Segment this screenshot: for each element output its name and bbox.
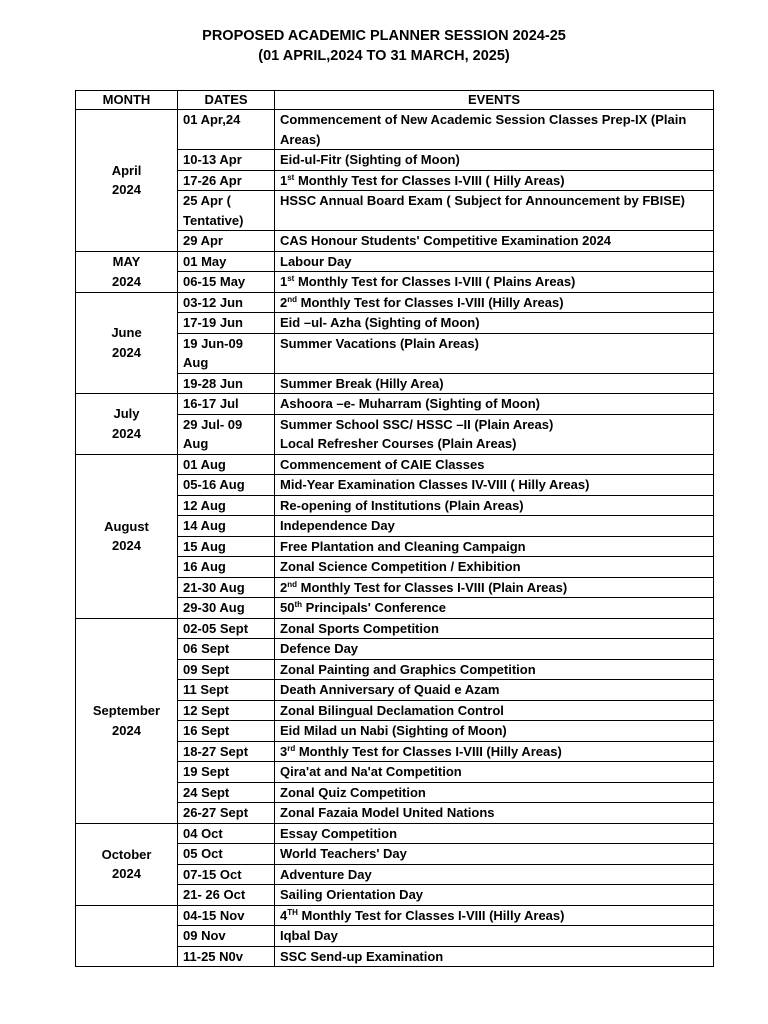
event-label: Essay Competition bbox=[280, 825, 398, 841]
event-text bbox=[280, 313, 708, 333]
date-cell: 17-19 Jun bbox=[178, 313, 275, 334]
event-cell bbox=[275, 659, 714, 680]
event-cell bbox=[275, 110, 714, 150]
ordinal-number: 3 bbox=[280, 743, 288, 759]
event-label: Commencement of CAIE Classes bbox=[280, 456, 485, 472]
date-cell: 07-15 Oct bbox=[178, 864, 275, 885]
event-label: Eid-ul-Fitr (Sighting of Moon) bbox=[280, 152, 460, 167]
date-cell: 12 Aug bbox=[178, 495, 275, 516]
event-cell bbox=[275, 577, 714, 598]
event-label: Eid –ul- Azha (Sighting of Moon) bbox=[280, 315, 480, 330]
event-label: Monthly Test for Classes I-VIII (Plain Areas) bbox=[297, 579, 568, 595]
event-text bbox=[280, 947, 708, 967]
event-text bbox=[280, 171, 708, 191]
event-cell bbox=[275, 475, 714, 496]
event-text bbox=[280, 150, 708, 170]
date-cell: 29-30 Aug bbox=[178, 598, 275, 619]
event-cell bbox=[275, 557, 714, 578]
column-header-events: EVENTS bbox=[275, 91, 714, 110]
month-label: July bbox=[113, 406, 140, 422]
event-text bbox=[280, 475, 708, 495]
ordinal-suffix: TH bbox=[287, 907, 298, 917]
date-cell: 09 Nov bbox=[178, 926, 275, 947]
date-cell: 12 Sept bbox=[178, 700, 275, 721]
date-cell: 25 Apr ( Tentative) bbox=[178, 191, 275, 231]
event-label: Eid Milad un Nabi (Sighting of Moon) bbox=[280, 723, 507, 738]
date-cell: 05 Oct bbox=[178, 844, 275, 865]
event-label: Iqbal Day bbox=[280, 928, 338, 943]
event-label: HSSC Annual Board Exam ( Subject for Announcement by FBISE) bbox=[280, 193, 685, 208]
event-cell bbox=[275, 639, 714, 660]
event-text bbox=[280, 334, 708, 354]
table-row bbox=[76, 292, 714, 313]
event-text bbox=[280, 374, 708, 394]
date-cell: 29 Apr bbox=[178, 231, 275, 252]
table-row bbox=[76, 394, 714, 415]
document-header bbox=[0, 26, 768, 66]
event-label: Summer Break (Hilly Area) bbox=[280, 375, 444, 391]
event-cell bbox=[275, 618, 714, 639]
date-cell: 01 May bbox=[178, 251, 275, 272]
event-text bbox=[280, 701, 708, 721]
event-label: Death Anniversary of Quaid e Azam bbox=[280, 682, 500, 697]
date-cell: 16 Sept bbox=[178, 721, 275, 742]
date-cell: 11 Sept bbox=[178, 680, 275, 701]
month-label: 2024 bbox=[112, 425, 141, 441]
date-cell: 03-12 Jun bbox=[178, 292, 275, 313]
event-label: Qira'at and Na'at Competition bbox=[280, 764, 462, 779]
month-label: 2024 bbox=[112, 866, 141, 881]
event-cell bbox=[275, 762, 714, 783]
ordinal-suffix: nd bbox=[287, 579, 298, 589]
event-label: Independence Day bbox=[280, 518, 395, 533]
month-label: June bbox=[111, 325, 142, 341]
date-cell: 15 Aug bbox=[178, 536, 275, 557]
event-cell bbox=[275, 231, 714, 252]
date-cell: 18-27 Sept bbox=[178, 741, 275, 762]
event-text bbox=[280, 537, 708, 557]
event-label: Monthly Test for Classes I-VIII (Hilly Areas) bbox=[297, 294, 564, 310]
event-cell bbox=[275, 373, 714, 394]
event-text bbox=[280, 455, 708, 475]
event-label: CAS Honour Students' Competitive Examination 2024 bbox=[280, 233, 612, 248]
event-cell bbox=[275, 741, 714, 762]
date-cell: 04 Oct bbox=[178, 823, 275, 844]
event-text bbox=[280, 496, 708, 516]
month-cell bbox=[76, 394, 178, 455]
document-title: PROPOSED ACADEMIC PLANNER SESSION 2024-25 bbox=[202, 28, 566, 44]
event-text bbox=[280, 783, 708, 803]
month-cell bbox=[76, 618, 178, 823]
date-cell: 19 Sept bbox=[178, 762, 275, 783]
event-text bbox=[280, 639, 708, 659]
month-label: 2024 bbox=[112, 344, 141, 360]
document-subtitle: (01 APRIL,2024 TO 31 MARCH, 2025) bbox=[258, 48, 510, 64]
event-cell bbox=[275, 946, 714, 967]
event-cell bbox=[275, 272, 714, 293]
date-cell: 17-26 Apr bbox=[178, 170, 275, 191]
event-text bbox=[280, 191, 708, 211]
event-cell bbox=[275, 516, 714, 537]
event-cell bbox=[275, 926, 714, 947]
event-label: Monthly Test for Classes I-VIII (Hilly Areas) bbox=[297, 907, 565, 923]
event-cell bbox=[275, 598, 714, 619]
event-label: Defence Day bbox=[280, 641, 359, 656]
date-cell: 06 Sept bbox=[178, 639, 275, 660]
event-text bbox=[280, 680, 708, 700]
event-text bbox=[280, 865, 708, 885]
date-cell: 01 Aug bbox=[178, 454, 275, 475]
planner-body bbox=[76, 110, 714, 967]
event-cell bbox=[275, 251, 714, 272]
ordinal-number: 4 bbox=[280, 907, 288, 923]
month-label: 2024 bbox=[112, 182, 141, 198]
event-cell bbox=[275, 782, 714, 803]
event-label: Summer Vacations (Plain Areas) bbox=[280, 335, 479, 351]
event-label: Monthly Test for Classes I-VIII (Hilly Areas) bbox=[295, 743, 562, 759]
event-cell bbox=[275, 803, 714, 824]
date-cell: 09 Sept bbox=[178, 659, 275, 680]
month-label: 2024 bbox=[112, 273, 141, 289]
month-label: April bbox=[111, 162, 142, 178]
event-cell bbox=[275, 700, 714, 721]
date-cell: 19 Jun-09 Aug bbox=[178, 333, 275, 373]
ordinal-number: 1 bbox=[280, 274, 288, 289]
event-cell bbox=[275, 414, 714, 454]
event-text bbox=[280, 885, 708, 905]
table-row bbox=[76, 618, 714, 639]
event-text bbox=[280, 824, 708, 844]
event-cell bbox=[275, 313, 714, 334]
date-cell: 01 Apr,24 bbox=[178, 110, 275, 150]
month-label: August bbox=[104, 518, 149, 534]
event-text bbox=[280, 803, 708, 823]
date-cell: 14 Aug bbox=[178, 516, 275, 537]
month-label: 2024 bbox=[112, 722, 141, 738]
event-text bbox=[280, 293, 708, 313]
event-text bbox=[280, 110, 708, 149]
event-text bbox=[280, 619, 708, 639]
event-text bbox=[280, 557, 708, 577]
date-cell: 06-15 May bbox=[178, 272, 275, 293]
event-cell bbox=[275, 721, 714, 742]
date-cell: 10-13 Apr bbox=[178, 150, 275, 171]
month-cell bbox=[76, 823, 178, 905]
month-label: October bbox=[101, 846, 152, 862]
event-cell bbox=[275, 823, 714, 844]
date-cell: 05-16 Aug bbox=[178, 475, 275, 496]
event-cell bbox=[275, 844, 714, 865]
event-text bbox=[280, 660, 708, 680]
event-label: Ashoora –e- Muharram (Sighting of Moon) bbox=[280, 396, 540, 411]
ordinal-number: 1 bbox=[280, 172, 288, 188]
ordinal-suffix: th bbox=[294, 600, 303, 609]
event-text bbox=[280, 231, 708, 251]
date-cell: 19-28 Jun bbox=[178, 373, 275, 394]
event-label: Zonal Science Competition / Exhibition bbox=[280, 559, 521, 574]
table-row bbox=[76, 905, 714, 926]
table-row bbox=[76, 110, 714, 150]
event-text bbox=[280, 516, 708, 536]
event-text bbox=[280, 762, 708, 782]
event-label: Monthly Test for Classes I-VIII ( Hilly Areas) bbox=[294, 172, 565, 188]
ordinal-number: 2 bbox=[280, 294, 288, 310]
ordinal-suffix: nd bbox=[287, 294, 298, 304]
event-label: Adventure Day bbox=[280, 866, 372, 882]
event-text bbox=[280, 926, 708, 946]
event-label: Zonal Sports Competition bbox=[280, 620, 439, 636]
event-cell bbox=[275, 191, 714, 231]
date-cell: 26-27 Sept bbox=[178, 803, 275, 824]
date-cell: 02-05 Sept bbox=[178, 618, 275, 639]
event-cell bbox=[275, 536, 714, 557]
date-cell: 21-30 Aug bbox=[178, 577, 275, 598]
event-text bbox=[280, 844, 708, 864]
table-row bbox=[76, 823, 714, 844]
event-text bbox=[280, 394, 708, 414]
event-cell bbox=[275, 150, 714, 171]
event-label: Zonal Quiz Competition bbox=[280, 784, 426, 800]
event-label: Labour Day bbox=[280, 253, 352, 269]
ordinal-suffix: st bbox=[287, 172, 295, 182]
event-label: Zonal Bilingual Declamation Control bbox=[280, 702, 504, 718]
month-label: September bbox=[92, 703, 161, 718]
event-text bbox=[280, 415, 708, 435]
date-cell: 11-25 N0v bbox=[178, 946, 275, 967]
event-cell bbox=[275, 864, 714, 885]
month-label: MAY bbox=[112, 254, 141, 269]
date-cell: 21- 26 Oct bbox=[178, 885, 275, 906]
planner-table bbox=[75, 90, 714, 967]
month-label: 2024 bbox=[112, 538, 141, 553]
ordinal-number: 50 bbox=[280, 600, 295, 615]
event-cell bbox=[275, 292, 714, 313]
event-label: Monthly Test for Classes I-VIII ( Plains Areas) bbox=[294, 274, 576, 289]
month-cell bbox=[76, 110, 178, 252]
table-row bbox=[76, 454, 714, 475]
month-cell bbox=[76, 454, 178, 618]
event-text bbox=[280, 721, 708, 741]
event-label: Mid-Year Examination Classes IV-VIII ( Hilly Areas) bbox=[280, 477, 590, 492]
event-label: World Teachers' Day bbox=[280, 846, 407, 861]
event-text bbox=[280, 578, 708, 598]
event-text bbox=[280, 272, 708, 292]
date-cell: 24 Sept bbox=[178, 782, 275, 803]
event-label: SSC Send-up Examination bbox=[280, 948, 444, 964]
date-cell: 29 Jul- 09 Aug bbox=[178, 414, 275, 454]
event-text bbox=[280, 598, 708, 618]
column-header-month: MONTH bbox=[76, 91, 178, 110]
event-text bbox=[280, 252, 708, 272]
ordinal-suffix: st bbox=[287, 274, 295, 283]
ordinal-number: 2 bbox=[280, 579, 288, 595]
event-label: Summer School SSC/ HSSC –II (Plain Areas) bbox=[280, 416, 554, 432]
event-cell bbox=[275, 454, 714, 475]
month-cell bbox=[76, 251, 178, 292]
event-label: Zonal Painting and Graphics Competition bbox=[280, 661, 536, 677]
event-label: Commencement of New Academic Session Classes Prep-IX (Plain Areas) bbox=[280, 112, 687, 147]
event-label-secondary: Local Refresher Courses (Plain Areas) bbox=[280, 436, 517, 451]
event-label: Sailing Orientation Day bbox=[280, 887, 424, 902]
event-cell bbox=[275, 885, 714, 906]
date-cell: 16 Aug bbox=[178, 557, 275, 578]
date-cell: 04-15 Nov bbox=[178, 905, 275, 926]
event-cell bbox=[275, 680, 714, 701]
event-cell bbox=[275, 170, 714, 191]
event-cell bbox=[275, 394, 714, 415]
table-row bbox=[76, 251, 714, 272]
table-header-row bbox=[76, 91, 714, 110]
event-cell bbox=[275, 495, 714, 516]
date-cell: 16-17 Jul bbox=[178, 394, 275, 415]
event-label: Re-opening of Institutions (Plain Areas) bbox=[280, 497, 524, 513]
event-label: Principals' Conference bbox=[302, 600, 447, 615]
event-text bbox=[280, 906, 708, 926]
event-cell bbox=[275, 905, 714, 926]
column-header-dates: DATES bbox=[178, 91, 275, 110]
event-text bbox=[280, 742, 708, 762]
month-cell bbox=[76, 905, 178, 967]
month-cell bbox=[76, 292, 178, 394]
event-cell bbox=[275, 333, 714, 373]
event-label: Zonal Fazaia Model United Nations bbox=[280, 805, 495, 820]
event-label: Free Plantation and Cleaning Campaign bbox=[280, 538, 526, 554]
ordinal-suffix: rd bbox=[287, 743, 296, 753]
